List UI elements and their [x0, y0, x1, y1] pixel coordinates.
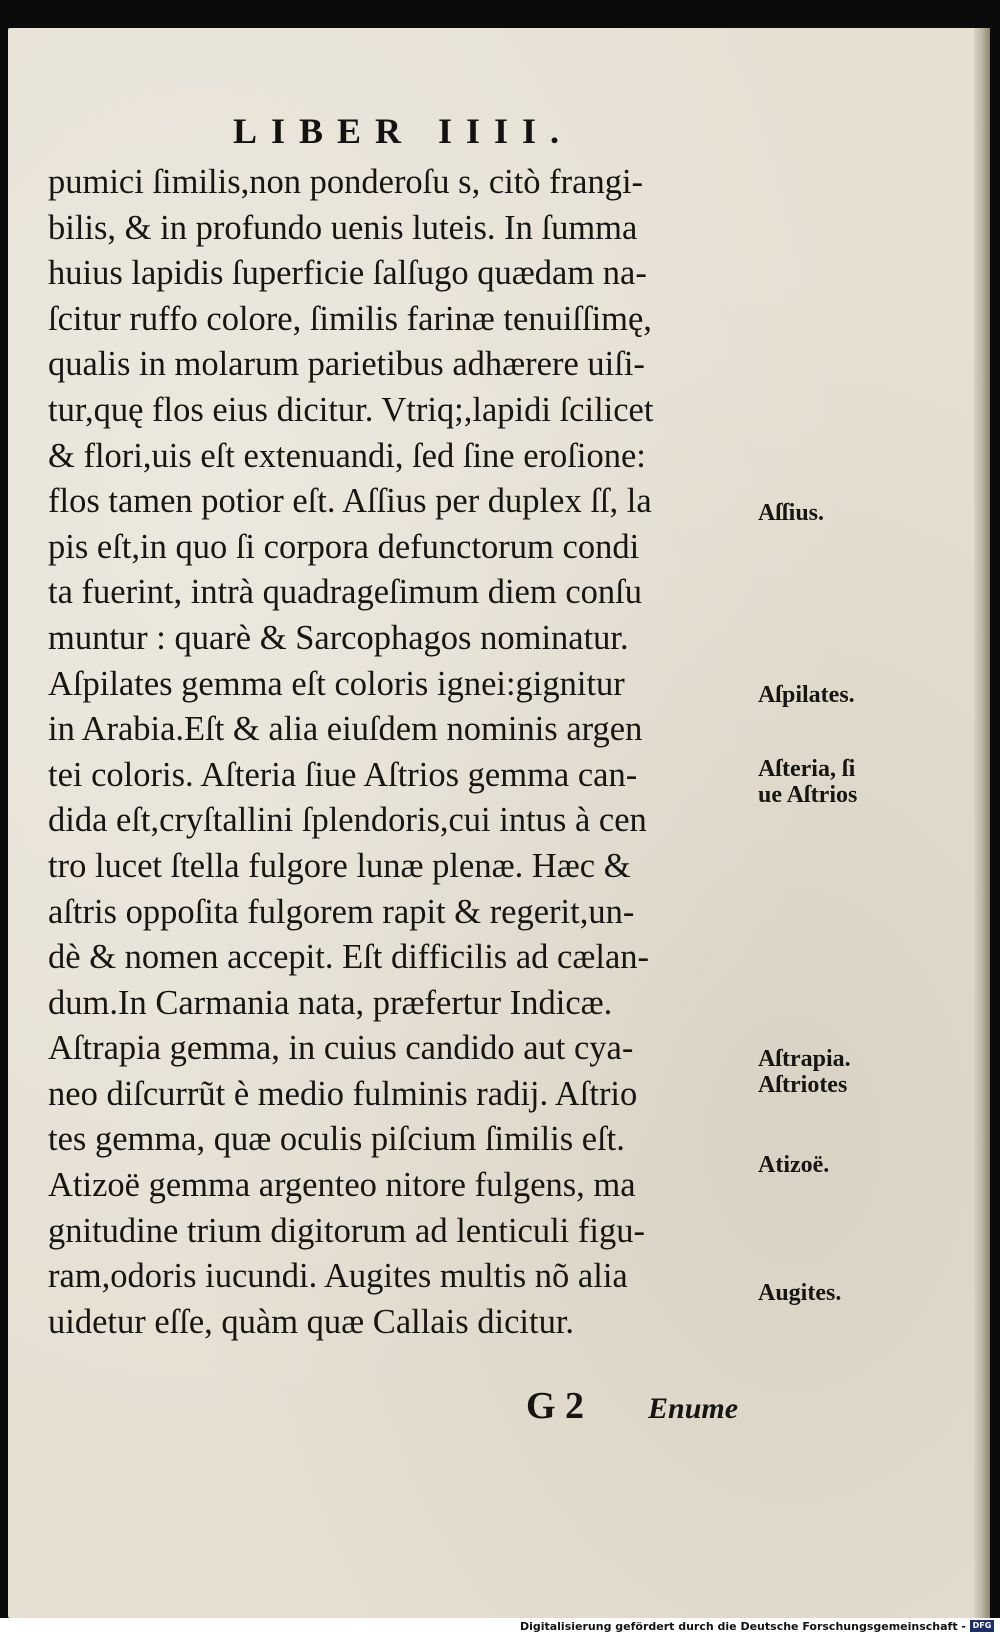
text-line: ta fuerint, intrà quadrageſimum diem conſu	[48, 573, 642, 612]
marginal-note-line: Aſtriotes	[758, 1072, 848, 1098]
catchword: Enume	[648, 1392, 739, 1425]
marginal-note-line: Augites.	[758, 1280, 842, 1306]
text-line: tro lucet ſtella fulgore lunæ plenæ. Hæc &	[48, 846, 631, 885]
dfg-logo-icon: DFG	[970, 1620, 994, 1632]
text-line: in Arabia.Eſt & alia eiuſdem nominis argen	[48, 710, 643, 749]
text-line: Aſpilates gemma eſt coloris ignei:gignitur	[48, 664, 625, 703]
text-line: huius lapidis ſuperficie ſalſugo quædam na-	[48, 254, 647, 293]
page-edge	[974, 28, 990, 1618]
marginal-note-atizoe	[758, 1152, 908, 1178]
marginal-note-asteria	[758, 756, 908, 808]
text-line: aſtris oppoſita fulgorem rapit & regerit,un-	[48, 892, 635, 931]
marginal-note-line: Aſtrapia.	[758, 1046, 851, 1072]
text-line: muntur : quarè & Sarcophagos nominatur.	[48, 618, 629, 657]
digitization-footer	[0, 1618, 1000, 1634]
marginal-note-line: Aſpilates.	[758, 682, 855, 708]
marginal-note-line: Atizoë.	[758, 1152, 830, 1178]
marginal-note-line: Aſteria, ſi	[758, 756, 856, 782]
text-line: pumici ſimilis,non ponderoſu s, citò frangi-	[48, 163, 644, 201]
text-line: ſcitur ruffo colore, ſimilis farinæ tenuiſſimę,	[48, 299, 652, 338]
marginal-note-astrapia	[758, 1046, 908, 1098]
text-line: dida eſt,cryſtallini ſplendoris,cui intus à cen	[48, 801, 647, 840]
text-line: Aſtrapia gemma, in cuius candido aut cya-	[48, 1029, 634, 1068]
marginal-note-augites	[758, 1280, 908, 1306]
footer-credit: Digitalisierung gefördert durch die Deutsche Forschungsgemeinschaft -	[519, 1620, 966, 1633]
text-line: pis eſt,in quo ſi corpora defunctorum condi	[48, 527, 640, 566]
marginal-note-assius	[758, 500, 908, 526]
text-line: dè & nomen accepit. Eſt difficilis ad cælan-	[48, 938, 650, 977]
running-head: LIBER IIII.	[232, 111, 574, 151]
signature-mark: G 2	[526, 1385, 585, 1427]
text-line: tei coloris. Aſteria ſiue Aſtrios gemma can-	[48, 755, 638, 794]
body-text	[48, 160, 756, 1345]
text-line: & flori,uis eſt extenuandi, ſed ſine eroſione:	[48, 436, 646, 475]
book-page	[8, 28, 990, 1618]
text-line: bilis, & in profundo uenis luteis. In ſumma	[48, 208, 638, 247]
text-line: ram,odoris iucundi. Augites multis nõ alia	[48, 1257, 628, 1296]
text-line: gnitudine trium digitorum ad lenticuli figu-	[48, 1211, 645, 1250]
text-line: neo diſcurrũt è medio fulminis radij. Aſtrio	[48, 1074, 638, 1113]
text-line: flos tamen potior eſt. Aſſius per duplex ſſ, la	[48, 482, 652, 521]
text-line: qualis in molarum parietibus adhærere uiſi-	[48, 345, 645, 384]
marginal-note-line: ue Aſtrios	[758, 782, 858, 808]
text-line: tur,quę flos eius dicitur. Vtriq;,lapidi ſcilicet	[48, 390, 654, 429]
text-line: uidetur eſſe, quàm quæ Callais dicitur.	[48, 1302, 575, 1341]
marginal-note-aspilates	[758, 682, 908, 708]
text-line: Atizoë gemma argenteo nitore fulgens, ma	[48, 1166, 636, 1205]
text-line: dum.In Carmania nata, præfertur Indicæ.	[48, 983, 613, 1022]
text-line: tes gemma, quæ oculis piſcium ſimilis eſt.	[48, 1120, 625, 1159]
marginal-note-line: Aſſius.	[758, 500, 825, 526]
